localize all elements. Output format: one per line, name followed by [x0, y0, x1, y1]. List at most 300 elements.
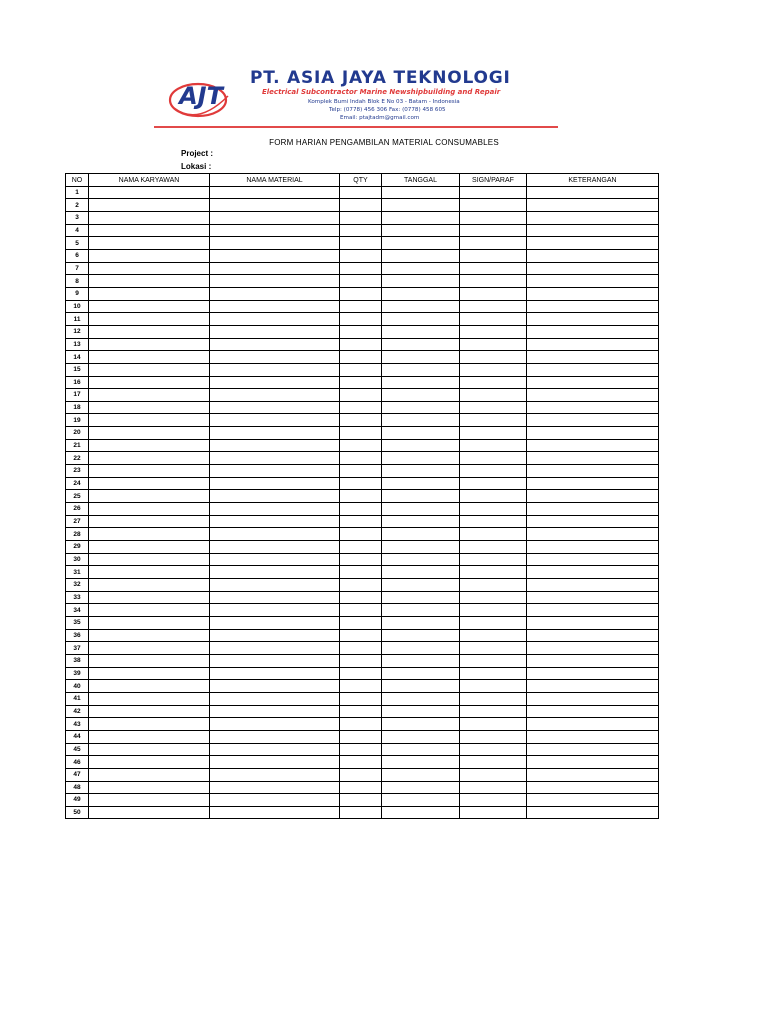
- nama-material-cell[interactable]: [210, 806, 340, 819]
- sign-paraf-cell[interactable]: [460, 629, 527, 642]
- keterangan-cell[interactable]: [527, 528, 659, 541]
- qty-cell[interactable]: [340, 680, 382, 693]
- nama-material-cell[interactable]: [210, 503, 340, 516]
- sign-paraf-cell[interactable]: [460, 199, 527, 212]
- qty-cell[interactable]: [340, 389, 382, 402]
- qty-cell[interactable]: [340, 553, 382, 566]
- keterangan-cell[interactable]: [527, 503, 659, 516]
- nama-karyawan-cell[interactable]: [89, 376, 210, 389]
- nama-karyawan-cell[interactable]: [89, 730, 210, 743]
- qty-cell[interactable]: [340, 503, 382, 516]
- tanggal-cell[interactable]: [382, 186, 460, 199]
- sign-paraf-cell[interactable]: [460, 376, 527, 389]
- tanggal-cell[interactable]: [382, 300, 460, 313]
- nama-material-cell[interactable]: [210, 414, 340, 427]
- nama-material-cell[interactable]: [210, 756, 340, 769]
- qty-cell[interactable]: [340, 262, 382, 275]
- nama-karyawan-cell[interactable]: [89, 768, 210, 781]
- qty-cell[interactable]: [340, 211, 382, 224]
- nama-karyawan-cell[interactable]: [89, 794, 210, 807]
- sign-paraf-cell[interactable]: [460, 692, 527, 705]
- nama-karyawan-cell[interactable]: [89, 465, 210, 478]
- keterangan-cell[interactable]: [527, 313, 659, 326]
- qty-cell[interactable]: [340, 642, 382, 655]
- sign-paraf-cell[interactable]: [460, 389, 527, 402]
- tanggal-cell[interactable]: [382, 541, 460, 554]
- nama-karyawan-cell[interactable]: [89, 199, 210, 212]
- keterangan-cell[interactable]: [527, 427, 659, 440]
- nama-material-cell[interactable]: [210, 211, 340, 224]
- qty-cell[interactable]: [340, 325, 382, 338]
- sign-paraf-cell[interactable]: [460, 718, 527, 731]
- nama-material-cell[interactable]: [210, 718, 340, 731]
- nama-material-cell[interactable]: [210, 439, 340, 452]
- nama-karyawan-cell[interactable]: [89, 743, 210, 756]
- tanggal-cell[interactable]: [382, 351, 460, 364]
- nama-karyawan-cell[interactable]: [89, 579, 210, 592]
- tanggal-cell[interactable]: [382, 313, 460, 326]
- keterangan-cell[interactable]: [527, 654, 659, 667]
- qty-cell[interactable]: [340, 756, 382, 769]
- keterangan-cell[interactable]: [527, 515, 659, 528]
- sign-paraf-cell[interactable]: [460, 300, 527, 313]
- keterangan-cell[interactable]: [527, 389, 659, 402]
- qty-cell[interactable]: [340, 730, 382, 743]
- nama-material-cell[interactable]: [210, 452, 340, 465]
- qty-cell[interactable]: [340, 629, 382, 642]
- qty-cell[interactable]: [340, 705, 382, 718]
- tanggal-cell[interactable]: [382, 591, 460, 604]
- nama-karyawan-cell[interactable]: [89, 503, 210, 516]
- keterangan-cell[interactable]: [527, 452, 659, 465]
- tanggal-cell[interactable]: [382, 794, 460, 807]
- nama-material-cell[interactable]: [210, 376, 340, 389]
- qty-cell[interactable]: [340, 692, 382, 705]
- nama-material-cell[interactable]: [210, 579, 340, 592]
- nama-material-cell[interactable]: [210, 300, 340, 313]
- keterangan-cell[interactable]: [527, 541, 659, 554]
- keterangan-cell[interactable]: [527, 351, 659, 364]
- keterangan-cell[interactable]: [527, 275, 659, 288]
- tanggal-cell[interactable]: [382, 338, 460, 351]
- tanggal-cell[interactable]: [382, 528, 460, 541]
- keterangan-cell[interactable]: [527, 401, 659, 414]
- nama-karyawan-cell[interactable]: [89, 490, 210, 503]
- keterangan-cell[interactable]: [527, 579, 659, 592]
- nama-karyawan-cell[interactable]: [89, 553, 210, 566]
- nama-material-cell[interactable]: [210, 325, 340, 338]
- tanggal-cell[interactable]: [382, 553, 460, 566]
- nama-karyawan-cell[interactable]: [89, 338, 210, 351]
- keterangan-cell[interactable]: [527, 287, 659, 300]
- tanggal-cell[interactable]: [382, 376, 460, 389]
- nama-karyawan-cell[interactable]: [89, 401, 210, 414]
- sign-paraf-cell[interactable]: [460, 275, 527, 288]
- qty-cell[interactable]: [340, 743, 382, 756]
- tanggal-cell[interactable]: [382, 199, 460, 212]
- nama-material-cell[interactable]: [210, 199, 340, 212]
- sign-paraf-cell[interactable]: [460, 553, 527, 566]
- nama-karyawan-cell[interactable]: [89, 515, 210, 528]
- sign-paraf-cell[interactable]: [460, 579, 527, 592]
- sign-paraf-cell[interactable]: [460, 654, 527, 667]
- qty-cell[interactable]: [340, 376, 382, 389]
- nama-material-cell[interactable]: [210, 705, 340, 718]
- qty-cell[interactable]: [340, 439, 382, 452]
- sign-paraf-cell[interactable]: [460, 616, 527, 629]
- sign-paraf-cell[interactable]: [460, 427, 527, 440]
- tanggal-cell[interactable]: [382, 680, 460, 693]
- tanggal-cell[interactable]: [382, 768, 460, 781]
- nama-material-cell[interactable]: [210, 680, 340, 693]
- qty-cell[interactable]: [340, 224, 382, 237]
- keterangan-cell[interactable]: [527, 680, 659, 693]
- qty-cell[interactable]: [340, 781, 382, 794]
- nama-material-cell[interactable]: [210, 541, 340, 554]
- nama-material-cell[interactable]: [210, 553, 340, 566]
- sign-paraf-cell[interactable]: [460, 465, 527, 478]
- tanggal-cell[interactable]: [382, 616, 460, 629]
- nama-karyawan-cell[interactable]: [89, 389, 210, 402]
- qty-cell[interactable]: [340, 287, 382, 300]
- nama-karyawan-cell[interactable]: [89, 249, 210, 262]
- nama-karyawan-cell[interactable]: [89, 439, 210, 452]
- sign-paraf-cell[interactable]: [460, 730, 527, 743]
- keterangan-cell[interactable]: [527, 566, 659, 579]
- nama-karyawan-cell[interactable]: [89, 781, 210, 794]
- qty-cell[interactable]: [340, 604, 382, 617]
- keterangan-cell[interactable]: [527, 325, 659, 338]
- nama-material-cell[interactable]: [210, 768, 340, 781]
- keterangan-cell[interactable]: [527, 642, 659, 655]
- sign-paraf-cell[interactable]: [460, 224, 527, 237]
- nama-material-cell[interactable]: [210, 237, 340, 250]
- nama-karyawan-cell[interactable]: [89, 667, 210, 680]
- nama-material-cell[interactable]: [210, 490, 340, 503]
- nama-material-cell[interactable]: [210, 363, 340, 376]
- sign-paraf-cell[interactable]: [460, 705, 527, 718]
- tanggal-cell[interactable]: [382, 249, 460, 262]
- tanggal-cell[interactable]: [382, 224, 460, 237]
- nama-material-cell[interactable]: [210, 794, 340, 807]
- tanggal-cell[interactable]: [382, 604, 460, 617]
- keterangan-cell[interactable]: [527, 629, 659, 642]
- sign-paraf-cell[interactable]: [460, 794, 527, 807]
- nama-material-cell[interactable]: [210, 249, 340, 262]
- nama-karyawan-cell[interactable]: [89, 654, 210, 667]
- nama-karyawan-cell[interactable]: [89, 427, 210, 440]
- nama-material-cell[interactable]: [210, 515, 340, 528]
- nama-material-cell[interactable]: [210, 262, 340, 275]
- nama-karyawan-cell[interactable]: [89, 224, 210, 237]
- keterangan-cell[interactable]: [527, 604, 659, 617]
- sign-paraf-cell[interactable]: [460, 211, 527, 224]
- sign-paraf-cell[interactable]: [460, 680, 527, 693]
- keterangan-cell[interactable]: [527, 553, 659, 566]
- nama-material-cell[interactable]: [210, 730, 340, 743]
- nama-material-cell[interactable]: [210, 604, 340, 617]
- tanggal-cell[interactable]: [382, 730, 460, 743]
- sign-paraf-cell[interactable]: [460, 642, 527, 655]
- keterangan-cell[interactable]: [527, 806, 659, 819]
- keterangan-cell[interactable]: [527, 718, 659, 731]
- tanggal-cell[interactable]: [382, 515, 460, 528]
- tanggal-cell[interactable]: [382, 806, 460, 819]
- qty-cell[interactable]: [340, 616, 382, 629]
- nama-karyawan-cell[interactable]: [89, 477, 210, 490]
- tanggal-cell[interactable]: [382, 237, 460, 250]
- nama-material-cell[interactable]: [210, 338, 340, 351]
- qty-cell[interactable]: [340, 579, 382, 592]
- keterangan-cell[interactable]: [527, 705, 659, 718]
- tanggal-cell[interactable]: [382, 401, 460, 414]
- sign-paraf-cell[interactable]: [460, 768, 527, 781]
- sign-paraf-cell[interactable]: [460, 566, 527, 579]
- tanggal-cell[interactable]: [382, 211, 460, 224]
- keterangan-cell[interactable]: [527, 465, 659, 478]
- sign-paraf-cell[interactable]: [460, 591, 527, 604]
- tanggal-cell[interactable]: [382, 705, 460, 718]
- qty-cell[interactable]: [340, 718, 382, 731]
- keterangan-cell[interactable]: [527, 477, 659, 490]
- nama-material-cell[interactable]: [210, 566, 340, 579]
- nama-material-cell[interactable]: [210, 351, 340, 364]
- keterangan-cell[interactable]: [527, 199, 659, 212]
- tanggal-cell[interactable]: [382, 389, 460, 402]
- sign-paraf-cell[interactable]: [460, 401, 527, 414]
- nama-karyawan-cell[interactable]: [89, 528, 210, 541]
- sign-paraf-cell[interactable]: [460, 477, 527, 490]
- keterangan-cell[interactable]: [527, 616, 659, 629]
- nama-material-cell[interactable]: [210, 591, 340, 604]
- nama-karyawan-cell[interactable]: [89, 566, 210, 579]
- sign-paraf-cell[interactable]: [460, 604, 527, 617]
- nama-karyawan-cell[interactable]: [89, 806, 210, 819]
- nama-material-cell[interactable]: [210, 667, 340, 680]
- tanggal-cell[interactable]: [382, 287, 460, 300]
- qty-cell[interactable]: [340, 654, 382, 667]
- qty-cell[interactable]: [340, 427, 382, 440]
- nama-karyawan-cell[interactable]: [89, 591, 210, 604]
- keterangan-cell[interactable]: [527, 692, 659, 705]
- qty-cell[interactable]: [340, 452, 382, 465]
- nama-karyawan-cell[interactable]: [89, 642, 210, 655]
- sign-paraf-cell[interactable]: [460, 515, 527, 528]
- keterangan-cell[interactable]: [527, 756, 659, 769]
- tanggal-cell[interactable]: [382, 756, 460, 769]
- tanggal-cell[interactable]: [382, 566, 460, 579]
- qty-cell[interactable]: [340, 186, 382, 199]
- keterangan-cell[interactable]: [527, 237, 659, 250]
- tanggal-cell[interactable]: [382, 262, 460, 275]
- nama-material-cell[interactable]: [210, 616, 340, 629]
- tanggal-cell[interactable]: [382, 363, 460, 376]
- tanggal-cell[interactable]: [382, 490, 460, 503]
- nama-karyawan-cell[interactable]: [89, 186, 210, 199]
- keterangan-cell[interactable]: [527, 262, 659, 275]
- tanggal-cell[interactable]: [382, 642, 460, 655]
- keterangan-cell[interactable]: [527, 249, 659, 262]
- qty-cell[interactable]: [340, 528, 382, 541]
- tanggal-cell[interactable]: [382, 477, 460, 490]
- sign-paraf-cell[interactable]: [460, 806, 527, 819]
- tanggal-cell[interactable]: [382, 439, 460, 452]
- nama-material-cell[interactable]: [210, 287, 340, 300]
- qty-cell[interactable]: [340, 275, 382, 288]
- keterangan-cell[interactable]: [527, 490, 659, 503]
- nama-karyawan-cell[interactable]: [89, 604, 210, 617]
- nama-karyawan-cell[interactable]: [89, 211, 210, 224]
- nama-karyawan-cell[interactable]: [89, 237, 210, 250]
- qty-cell[interactable]: [340, 806, 382, 819]
- nama-karyawan-cell[interactable]: [89, 287, 210, 300]
- nama-material-cell[interactable]: [210, 389, 340, 402]
- qty-cell[interactable]: [340, 300, 382, 313]
- sign-paraf-cell[interactable]: [460, 439, 527, 452]
- sign-paraf-cell[interactable]: [460, 237, 527, 250]
- tanggal-cell[interactable]: [382, 667, 460, 680]
- nama-karyawan-cell[interactable]: [89, 541, 210, 554]
- sign-paraf-cell[interactable]: [460, 313, 527, 326]
- keterangan-cell[interactable]: [527, 300, 659, 313]
- tanggal-cell[interactable]: [382, 654, 460, 667]
- keterangan-cell[interactable]: [527, 730, 659, 743]
- tanggal-cell[interactable]: [382, 275, 460, 288]
- nama-karyawan-cell[interactable]: [89, 363, 210, 376]
- keterangan-cell[interactable]: [527, 743, 659, 756]
- sign-paraf-cell[interactable]: [460, 528, 527, 541]
- qty-cell[interactable]: [340, 249, 382, 262]
- sign-paraf-cell[interactable]: [460, 503, 527, 516]
- qty-cell[interactable]: [340, 490, 382, 503]
- qty-cell[interactable]: [340, 465, 382, 478]
- qty-cell[interactable]: [340, 541, 382, 554]
- qty-cell[interactable]: [340, 768, 382, 781]
- keterangan-cell[interactable]: [527, 338, 659, 351]
- keterangan-cell[interactable]: [527, 376, 659, 389]
- qty-cell[interactable]: [340, 363, 382, 376]
- nama-material-cell[interactable]: [210, 313, 340, 326]
- sign-paraf-cell[interactable]: [460, 287, 527, 300]
- tanggal-cell[interactable]: [382, 427, 460, 440]
- nama-karyawan-cell[interactable]: [89, 616, 210, 629]
- nama-karyawan-cell[interactable]: [89, 325, 210, 338]
- qty-cell[interactable]: [340, 566, 382, 579]
- qty-cell[interactable]: [340, 401, 382, 414]
- tanggal-cell[interactable]: [382, 743, 460, 756]
- tanggal-cell[interactable]: [382, 452, 460, 465]
- nama-karyawan-cell[interactable]: [89, 275, 210, 288]
- nama-karyawan-cell[interactable]: [89, 680, 210, 693]
- qty-cell[interactable]: [340, 591, 382, 604]
- sign-paraf-cell[interactable]: [460, 452, 527, 465]
- nama-karyawan-cell[interactable]: [89, 629, 210, 642]
- nama-material-cell[interactable]: [210, 465, 340, 478]
- sign-paraf-cell[interactable]: [460, 325, 527, 338]
- qty-cell[interactable]: [340, 515, 382, 528]
- tanggal-cell[interactable]: [382, 781, 460, 794]
- nama-material-cell[interactable]: [210, 224, 340, 237]
- qty-cell[interactable]: [340, 794, 382, 807]
- sign-paraf-cell[interactable]: [460, 262, 527, 275]
- sign-paraf-cell[interactable]: [460, 414, 527, 427]
- keterangan-cell[interactable]: [527, 768, 659, 781]
- sign-paraf-cell[interactable]: [460, 351, 527, 364]
- sign-paraf-cell[interactable]: [460, 249, 527, 262]
- keterangan-cell[interactable]: [527, 211, 659, 224]
- qty-cell[interactable]: [340, 414, 382, 427]
- nama-material-cell[interactable]: [210, 781, 340, 794]
- nama-karyawan-cell[interactable]: [89, 414, 210, 427]
- sign-paraf-cell[interactable]: [460, 667, 527, 680]
- tanggal-cell[interactable]: [382, 579, 460, 592]
- nama-karyawan-cell[interactable]: [89, 718, 210, 731]
- keterangan-cell[interactable]: [527, 439, 659, 452]
- qty-cell[interactable]: [340, 351, 382, 364]
- keterangan-cell[interactable]: [527, 794, 659, 807]
- nama-material-cell[interactable]: [210, 477, 340, 490]
- nama-material-cell[interactable]: [210, 642, 340, 655]
- qty-cell[interactable]: [340, 667, 382, 680]
- sign-paraf-cell[interactable]: [460, 541, 527, 554]
- nama-material-cell[interactable]: [210, 275, 340, 288]
- keterangan-cell[interactable]: [527, 591, 659, 604]
- sign-paraf-cell[interactable]: [460, 756, 527, 769]
- nama-karyawan-cell[interactable]: [89, 452, 210, 465]
- nama-karyawan-cell[interactable]: [89, 351, 210, 364]
- nama-material-cell[interactable]: [210, 528, 340, 541]
- tanggal-cell[interactable]: [382, 414, 460, 427]
- sign-paraf-cell[interactable]: [460, 490, 527, 503]
- keterangan-cell[interactable]: [527, 781, 659, 794]
- keterangan-cell[interactable]: [527, 414, 659, 427]
- sign-paraf-cell[interactable]: [460, 338, 527, 351]
- tanggal-cell[interactable]: [382, 692, 460, 705]
- nama-karyawan-cell[interactable]: [89, 300, 210, 313]
- keterangan-cell[interactable]: [527, 224, 659, 237]
- sign-paraf-cell[interactable]: [460, 363, 527, 376]
- qty-cell[interactable]: [340, 237, 382, 250]
- qty-cell[interactable]: [340, 199, 382, 212]
- nama-karyawan-cell[interactable]: [89, 705, 210, 718]
- nama-karyawan-cell[interactable]: [89, 692, 210, 705]
- keterangan-cell[interactable]: [527, 667, 659, 680]
- nama-karyawan-cell[interactable]: [89, 262, 210, 275]
- nama-karyawan-cell[interactable]: [89, 313, 210, 326]
- nama-material-cell[interactable]: [210, 654, 340, 667]
- tanggal-cell[interactable]: [382, 503, 460, 516]
- nama-material-cell[interactable]: [210, 186, 340, 199]
- tanggal-cell[interactable]: [382, 629, 460, 642]
- nama-material-cell[interactable]: [210, 692, 340, 705]
- nama-material-cell[interactable]: [210, 743, 340, 756]
- tanggal-cell[interactable]: [382, 325, 460, 338]
- nama-material-cell[interactable]: [210, 427, 340, 440]
- qty-cell[interactable]: [340, 338, 382, 351]
- sign-paraf-cell[interactable]: [460, 743, 527, 756]
- keterangan-cell[interactable]: [527, 186, 659, 199]
- qty-cell[interactable]: [340, 313, 382, 326]
- nama-material-cell[interactable]: [210, 629, 340, 642]
- sign-paraf-cell[interactable]: [460, 781, 527, 794]
- tanggal-cell[interactable]: [382, 465, 460, 478]
- nama-karyawan-cell[interactable]: [89, 756, 210, 769]
- sign-paraf-cell[interactable]: [460, 186, 527, 199]
- qty-cell[interactable]: [340, 477, 382, 490]
- nama-material-cell[interactable]: [210, 401, 340, 414]
- tanggal-cell[interactable]: [382, 718, 460, 731]
- keterangan-cell[interactable]: [527, 363, 659, 376]
